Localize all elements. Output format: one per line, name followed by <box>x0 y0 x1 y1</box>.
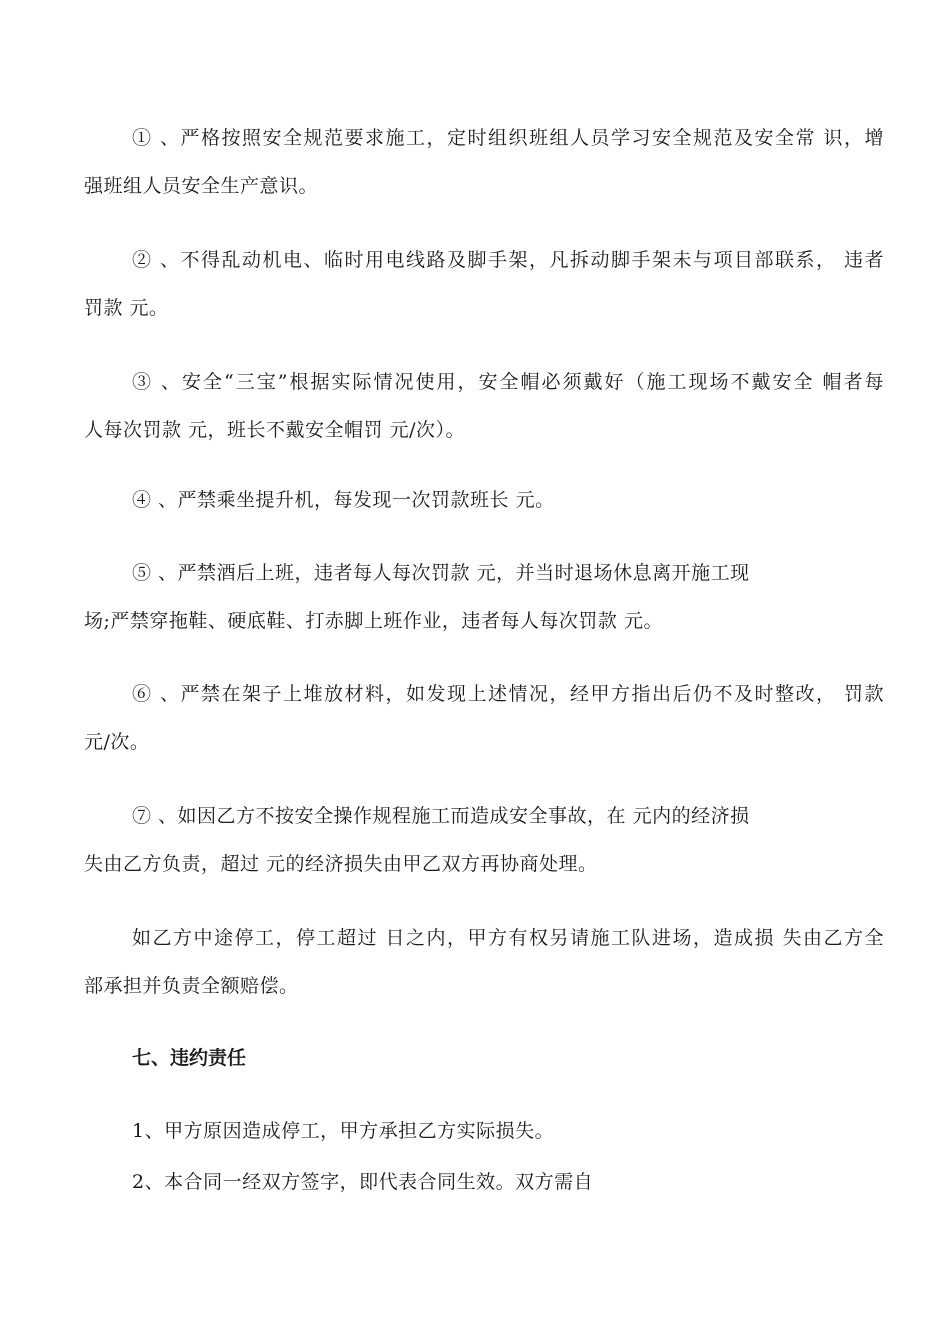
clause-line: ⑤ 、严禁酒后上班，违者每人每次罚款 元，并当时退场休息离开施工现 <box>132 562 750 584</box>
liability-item-1: 1、甲方原因造成停工，甲方承担乙方实际损失。 <box>132 1120 555 1142</box>
section-heading: 七、违约责任 <box>132 1047 247 1069</box>
clause-line: 罚款 元。 <box>84 297 169 319</box>
clause-line: 如乙方中途停工，停工超过 日之内，甲方有权另请施工队进场，造成损 失由乙方全 <box>132 927 884 949</box>
safety-clause-6 <box>84 670 884 766</box>
safety-clause-1 <box>84 114 884 210</box>
clause-line: 场;严禁穿拖鞋、硬底鞋、打赤脚上班作业，违者每人每次罚款 元。 <box>84 610 663 632</box>
liability-item-2: 2、本合同一经双方签字，即代表合同生效。双方需自 <box>132 1171 594 1193</box>
safety-clause-2 <box>84 236 884 332</box>
clause-line: 元/次。 <box>84 731 150 753</box>
clause-line: ④ 、严禁乘坐提升机，每发现一次罚款班长 元。 <box>132 489 555 511</box>
safety-clause-3 <box>84 358 884 454</box>
clause-line: 强班组人员安全生产意识。 <box>84 175 319 197</box>
clause-line: ⑥ 、严禁在架子上堆放材料，如发现上述情况，经甲方指出后仍不及时整改， 罚款 <box>132 683 884 705</box>
safety-clause-5 <box>84 549 884 645</box>
clause-line: 失由乙方负责，超过 元的经济损失由甲乙双方再协商处理。 <box>84 853 598 875</box>
clause-line: ③ 、安全“三宝”根据实际情况使用，安全帽必须戴好（施工现场不戴安全 帽者每 <box>132 371 884 393</box>
safety-clause-4 <box>84 476 884 524</box>
safety-clause-7 <box>84 792 884 888</box>
clause-line: ② 、不得乱动机电、临时用电线路及脚手架，凡拆动脚手架未与项目部联系， 违者 <box>132 249 884 271</box>
clause-line: 人每次罚款 元，班长不戴安全帽罚 元/次）。 <box>84 419 465 441</box>
clause-line: 部承担并负责全额赔偿。 <box>84 975 299 997</box>
clause-line: ① 、严格按照安全规范要求施工，定时组织班组人员学习安全规范及安全常 识，增 <box>132 127 884 149</box>
clause-line: ⑦ 、如因乙方不按安全操作规程施工而造成安全事故，在 元内的经济损 <box>132 805 750 827</box>
work-stoppage-clause <box>84 914 884 1010</box>
